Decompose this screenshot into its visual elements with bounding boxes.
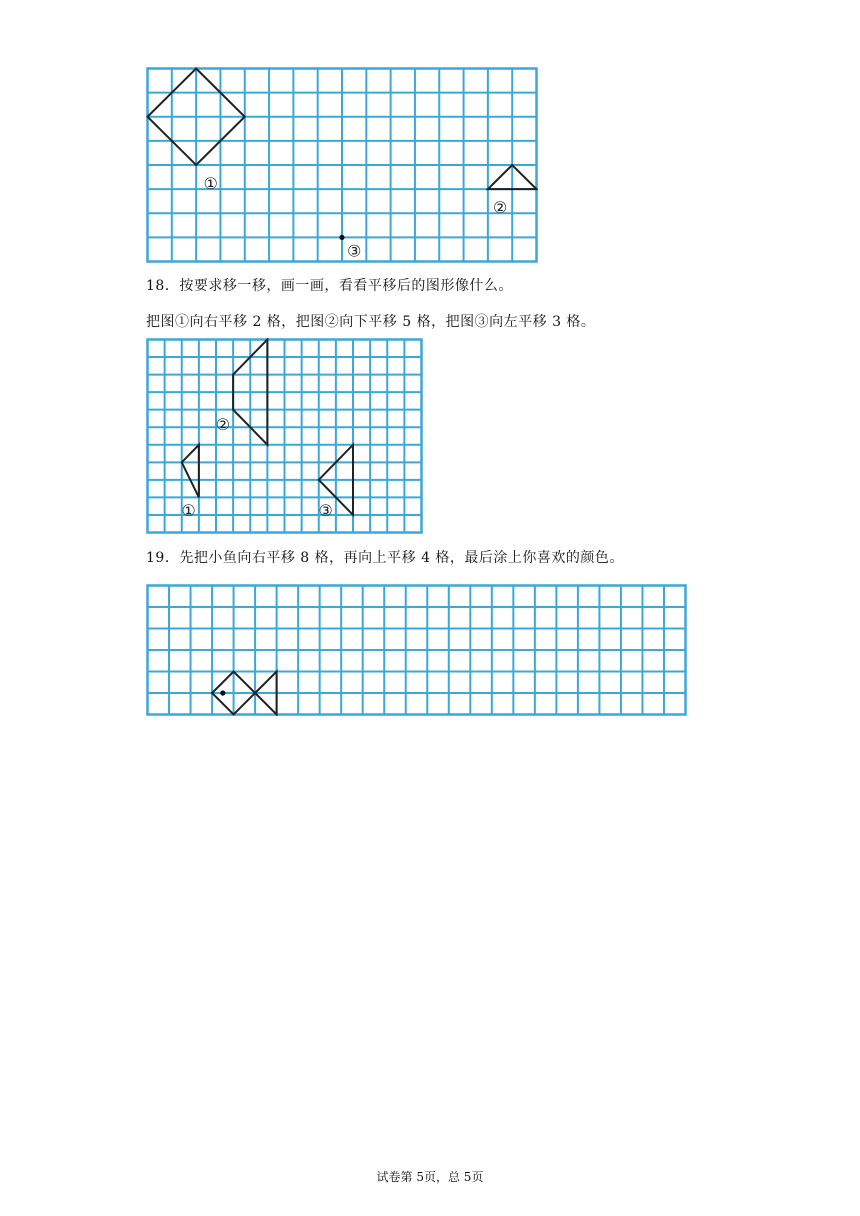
- grid-q18: [146, 338, 423, 534]
- marker-1: ①: [181, 500, 196, 520]
- grid-q19: [146, 584, 687, 716]
- marker-2: ②: [492, 197, 508, 217]
- question-19-title: 19．先把小鱼向右平移 8 格，再向上平移 4 格，最后涂上你喜欢的颜色。: [146, 550, 624, 566]
- marker-1: ①: [203, 173, 218, 193]
- question-18-title: 18．按要求移一移，画一画，看看平移后的图形像什么。: [146, 278, 513, 294]
- fish-eye: [220, 690, 225, 695]
- point-3: [339, 235, 344, 240]
- grid-q17: [146, 67, 538, 263]
- question-18-instruction: 把图①向右平移 2 格，把图②向下平移 5 格，把图③向左平移 3 格。: [146, 314, 596, 330]
- page-footer: 试卷第 5页，总 5页: [376, 1170, 484, 1184]
- marker-3: ③: [346, 241, 362, 261]
- marker-3: ③: [318, 500, 333, 520]
- marker-2: ②: [215, 414, 231, 434]
